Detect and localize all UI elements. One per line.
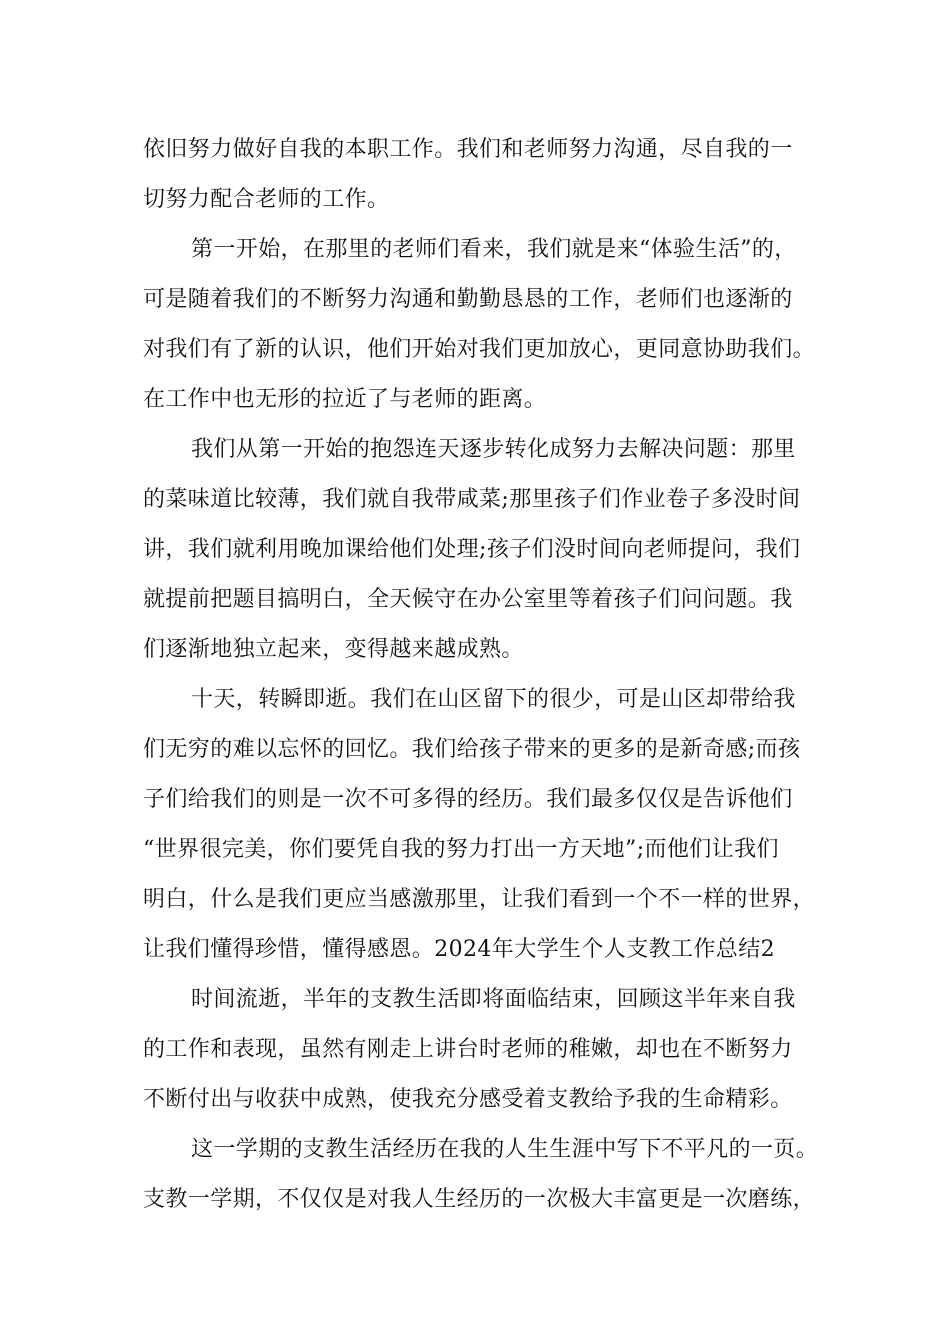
text-line: 的工作和表现，虽然有刚走上讲台时老师的稚嫩，却也在不断努力 — [143, 1037, 793, 1062]
text-line: 让我们懂得珍惜，懂得感恩。2024年大学生个人支教工作总结2 — [143, 937, 775, 962]
paragraph-start-line: 这一学期的支教生活经历在我的人生生涯中写下不平凡的一页。 — [191, 1137, 819, 1162]
text-line: 依旧努力做好自我的本职工作。我们和老师努力沟通，尽自我的一 — [143, 137, 793, 162]
text-line: 们无穷的难以忘怀的回忆。我们给孩子带来的更多的是新奇感;而孩 — [143, 737, 801, 762]
text-line: 切努力配合老师的工作。 — [143, 187, 390, 212]
paragraph-start-line: 时间流逝，半年的支教生活即将面临结束，回顾这半年来自我 — [191, 987, 796, 1012]
paragraph-start-line: 我们从第一开始的抱怨连天逐步转化成努力去解决问题：那里 — [191, 437, 796, 462]
text-line: 明白，什么是我们更应当感激那里，让我们看到一个不一样的世界， — [143, 887, 816, 912]
text-line: 讲，我们就利用晚加课给他们处理;孩子们没时间向老师提问，我们 — [143, 537, 801, 562]
text-line: 就提前把题目搞明白，全天候守在办公室里等着孩子们问问题。我 — [143, 587, 793, 612]
text-line: 支教一学期，不仅仅是对我人生经历的一次极大丰富更是一次磨练， — [143, 1187, 816, 1212]
text-line: 对我们有了新的认识，他们开始对我们更加放心，更同意协助我们。 — [143, 337, 816, 362]
text-line: 不断付出与收获中成熟，使我充分感受着支教给予我的生命精彩。 — [143, 1087, 793, 1112]
paragraph-start-line: 第一开始，在那里的老师们看来，我们就是来“体验生活”的， — [191, 237, 797, 262]
text-line: 在工作中也无形的拉近了与老师的距离。 — [143, 387, 547, 412]
text-line: “世界很完美，你们要凭自我的努力打出一方天地”;而他们让我们 — [143, 837, 779, 862]
text-line: 可是随着我们的不断努力沟通和勤勤恳恳的工作，老师们也逐渐的 — [143, 287, 793, 312]
paragraph-start-line: 十天，转瞬即逝。我们在山区留下的很少，可是山区却带给我 — [191, 687, 796, 712]
text-line: 的菜味道比较薄，我们就自我带咸菜;那里孩子们作业卷子多没时间 — [143, 487, 801, 512]
text-line: 子们给我们的则是一次不可多得的经历。我们最多仅仅是告诉他们 — [143, 787, 793, 812]
text-line: 们逐渐地独立起来，变得越来越成熟。 — [143, 637, 524, 662]
body-text — [143, 125, 823, 1225]
